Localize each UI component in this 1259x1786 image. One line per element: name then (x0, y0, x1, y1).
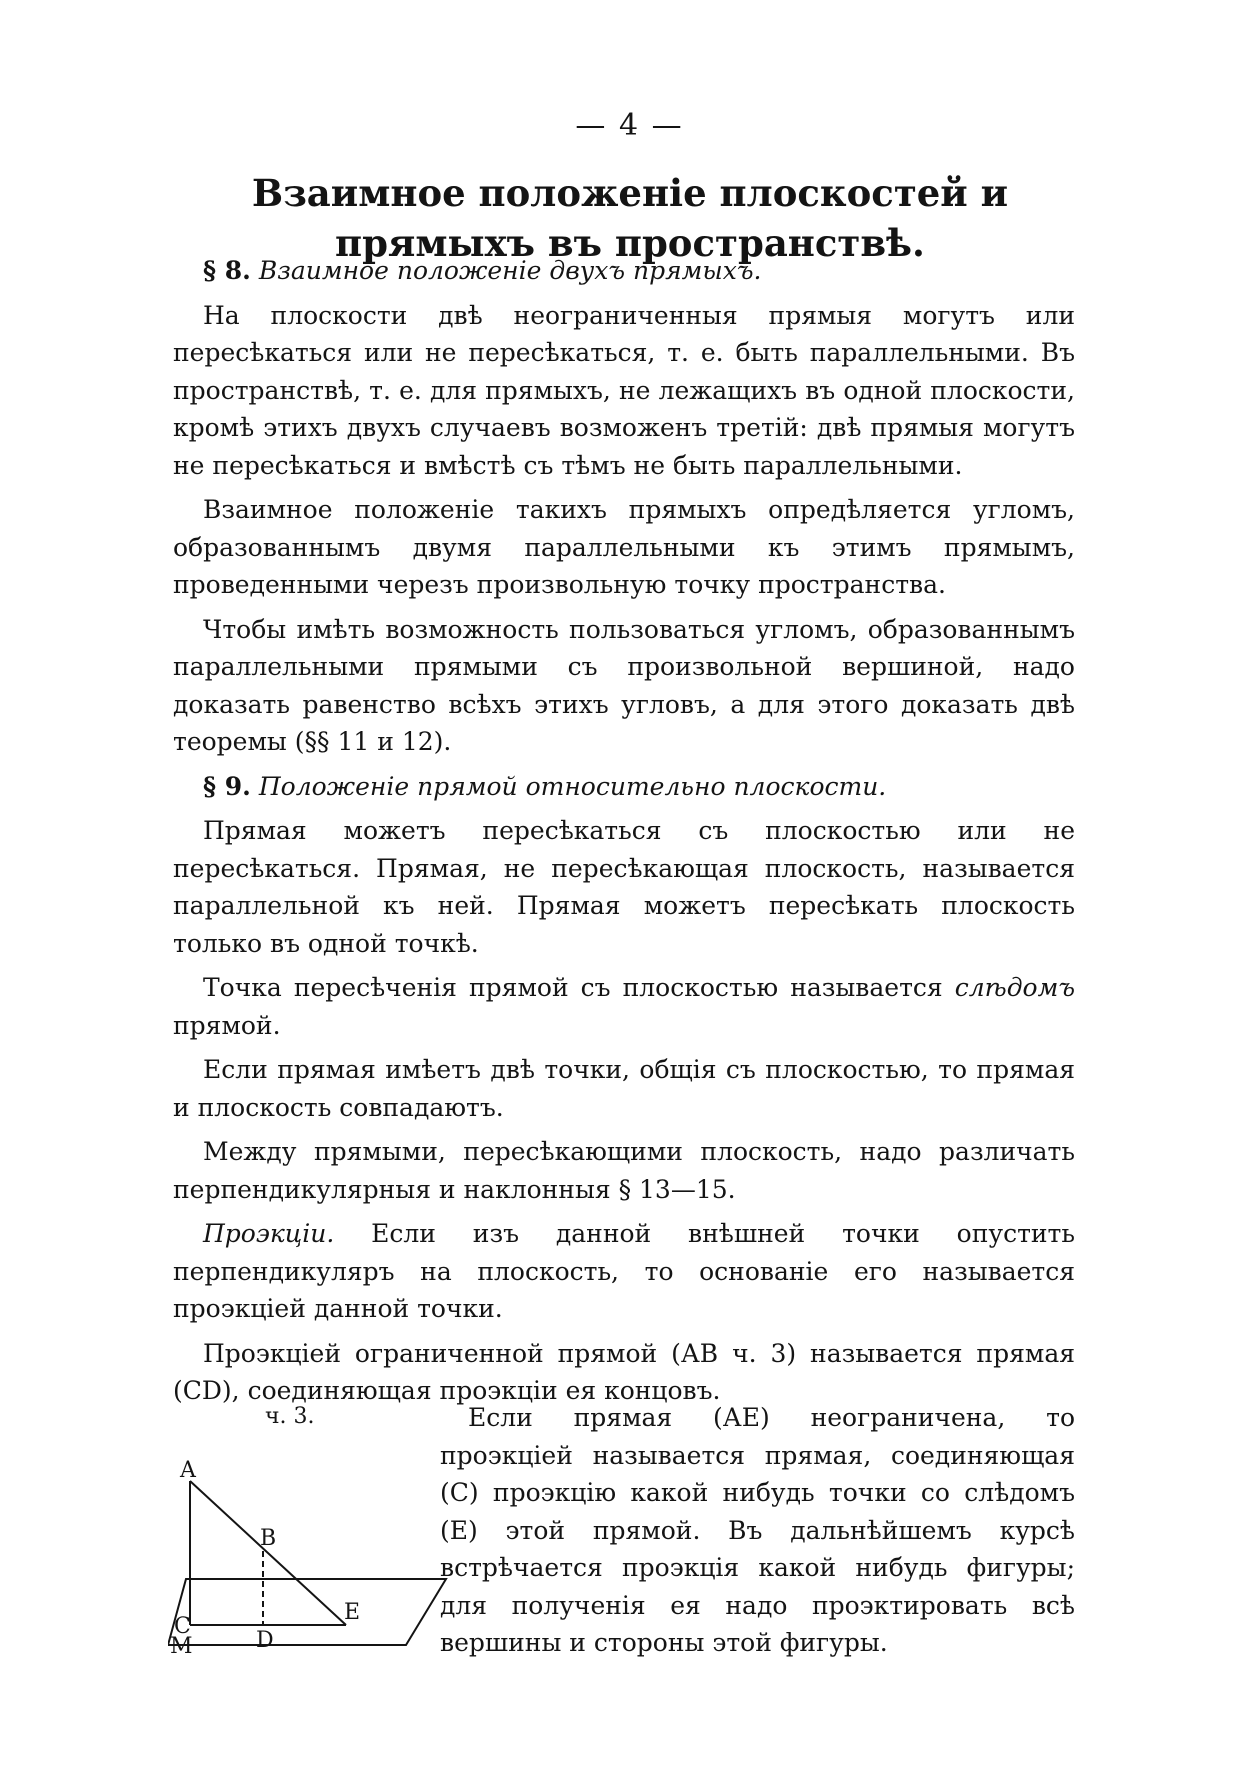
line-ae (190, 1481, 346, 1625)
section-8-heading (173, 252, 1075, 290)
figure-caption: ч. 3. (265, 1404, 315, 1429)
section-8-number: § 8. (203, 256, 251, 285)
label-a: A (180, 1458, 196, 1483)
page-number: — 4 — (575, 108, 684, 143)
section-9-heading (173, 768, 1075, 806)
paragraph-4: Прямая можетъ пересѣкаться съ плоскостью или не пересѣкаться. Прямая, не пересѣкающая плоскость, называется параллельной къ ней. Прямая можетъ пересѣкать плоскость только въ одной точкѣ. (173, 816, 1075, 958)
label-e: E (344, 1600, 361, 1625)
paragraph-1: На плоскости двѣ неограниченныя прямыя могутъ или пересѣкаться или не пересѣкаться, т. е. быть параллельными. Въ пространствѣ, т. е. для прямыхъ, не лежащихъ въ одной плоскости, кромѣ этихъ двухъ случаевъ возможенъ третій: двѣ прямыя могутъ не пересѣкаться и вмѣстѣ съ тѣмъ не быть параллельными. (173, 300, 1075, 480)
body-text (173, 252, 1075, 1417)
section-8-title: Взаимное положеніе двухъ прямыхъ. (258, 256, 762, 285)
paragraph-5-end: прямой. (173, 1010, 281, 1040)
paragraph-5-text: Точка пересѣченія прямой съ плоскостью называется (203, 973, 955, 1002)
paragraph-7: Между прямыми, пересѣкающими плоскость, надо различать перпендикулярныя и наклонныя § 13—15. (173, 1137, 1075, 1204)
label-c: C (174, 1614, 191, 1639)
label-b: B (260, 1526, 277, 1551)
paragraph-3: Чтобы имѣть возможность пользоваться угломъ, образованнымъ параллельными прямыми съ произвольной вершиной, надо доказать равенство всѣхъ этихъ угловъ, а для этого доказать двѣ теоремы (§§ 11 и 12). (173, 614, 1075, 756)
section-9-title: Положеніе прямой относительно плоскости. (258, 771, 887, 801)
paragraph-5 (173, 969, 1075, 1044)
paragraph-10: Если прямая (АЕ) неограничена, то проэкціей называется прямая, соединяющая (С) проэкцію какой нибудь точки со слѣдомъ (Е) этой прямой. Въ дальнѣйшемъ курсѣ встрѣчается проэкція какой нибудь фигуры; для полученія ея надо проэктировать всѣ вершины и стороны этой фигуры. (440, 1403, 1075, 1657)
paragraph-6: Если прямая имѣетъ двѣ точки, общія съ плоскостью, то прямая и плоскость совпадаютъ. (173, 1055, 1075, 1122)
term-sled: слѣдомъ (954, 973, 1075, 1002)
term-projections: Проэкціи. (203, 1219, 335, 1248)
section-9-number: § 9. (203, 771, 251, 801)
label-d: D (256, 1628, 274, 1653)
page-title: Взаимное положеніе плоскостей и прямыхъ въ пространствѣ. (251, 171, 1009, 265)
paragraph-8-text: Если изъ данной внѣшней точки опустить перпендикуляръ на плоскость, то основаніе его называется проэкціей данной точки. (173, 1219, 1075, 1323)
paragraph-8 (173, 1215, 1075, 1328)
paragraph-9: Проэкціей ограниченной прямой (АВ ч. 3) называется прямая (CD), соединяющая проэкціи ея концовъ. (173, 1338, 1075, 1405)
paragraph-2: Взаимное положеніе такихъ прямыхъ опредѣляется угломъ, образованнымъ двумя параллельными къ этимъ прямымъ, проведенными черезъ произвольную точку пространства. (173, 495, 1075, 599)
label-m: M (170, 1634, 193, 1653)
